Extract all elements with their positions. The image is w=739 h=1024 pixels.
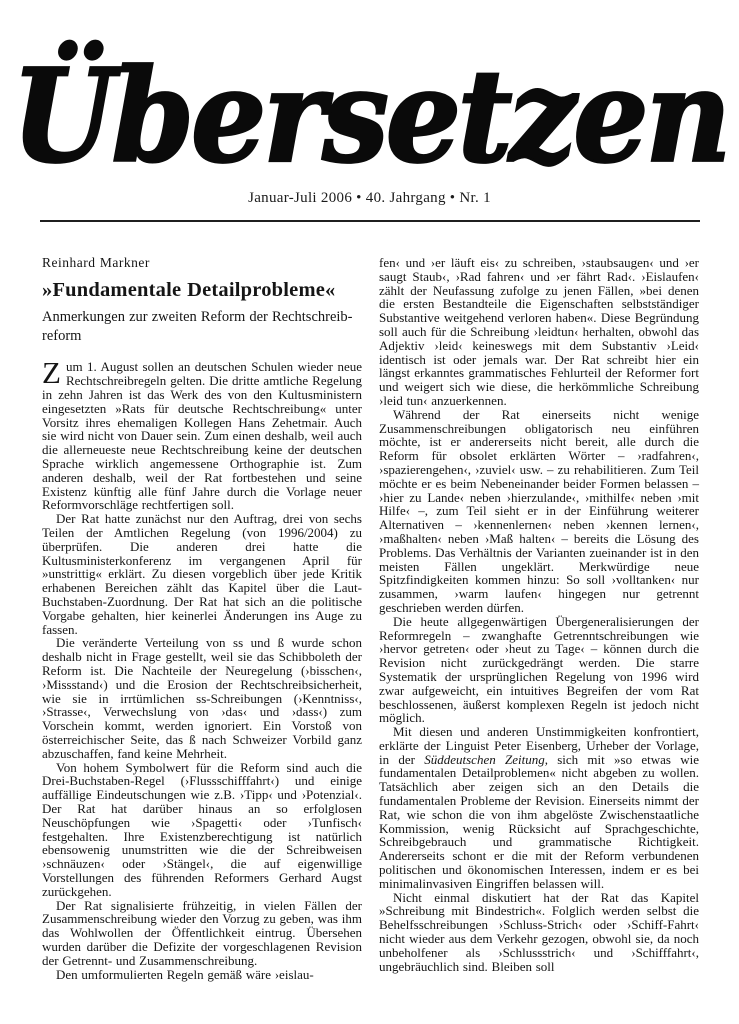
paragraph	[42, 636, 362, 760]
paragraph	[42, 761, 362, 899]
issue-line: Januar-Juli 2006 • 40. Jahrgang • Nr. 1	[248, 190, 491, 206]
subtitle-line: Anmerkungen zur zweiten Reform der Rechtschreib-	[42, 309, 353, 326]
paragraph	[379, 725, 699, 891]
body-text: sich mit »so etwas wie fundamentalen Detailproblemen« nicht abgeben zu wollen. Tatsächlich aber zeigen sich an den Details die fundamentalen Probleme der Revision. Einerseits nimmt der Rat, wie schon die von ihm abgelöste Zwischenstaatliche Kommission, wenig Rücksicht auf Sprachgeschichte, Schreibgebrauch und grammatische Richtigkeit. Andererseits schont er die mit der Reform verbundenen politischen und ökonomischen Interessen, indem er es bei minimalinvasiven Eingriffen belassen will.	[379, 751, 699, 891]
paragraph	[42, 899, 362, 968]
body-text: Der Rat signalisierte frühzeitig, in vielen Fällen der Zusammenschreibung wieder den Vorzug zu geben, was ihm das Wohlwollen der Öffentlichkeit eintrug. Übersehen wurden darüber die Defizite der vorgeschlagenen Revision der Getrennt- und Zusammenschreibung.	[42, 897, 362, 968]
article-subtitle	[42, 308, 362, 345]
body-text: fen‹ und ›er läuft eis‹ zu schreiben, ›staubsaugen‹ und ›er saugt Staub‹, ›Rad fahren‹ und ›er fährt Rad‹. ›Eislaufen‹ zählt der Neufassung zufolge zu jenen Fällen, »bei denen die ersten Bestandteile die Eigenschaften selbstständiger Substantive weitgehend verloren haben«. Diese Begründung soll auch für die Schreibung ›leidtun‹ herhalten, obwohl das Adjektiv ›leid‹ keineswegs mit dem Substantiv ›Leid‹ identisch ist oder jemals war. Der Rat schreibt hier ein längst erkanntes grammatisches Fehlurteil der Reformer fort und weigert sich wie diese, die herkömmliche Schreibung ›leid tun‹ anzuerkennen.	[379, 255, 699, 408]
paragraph	[42, 512, 362, 636]
body-text: Der Rat hatte zunächst nur den Auftrag, drei von sechs Teilen der Amtlichen Regelung (von 1996/2004) zu überprüfen. Die anderen drei hatte die Kultusministerkonferenz im vergangenen April für »unstrittig« erklärt. Zu diesen vorgeblich über jede Kritik erhabenen Bereichen zählt das Kapitel über die Laut-Buchstaben-Zuordnung. Der Rat hat sich an die politische Vorgabe gehalten, hier keinerlei Änderungen ins Auge zu fassen.	[42, 511, 362, 637]
article-columns	[42, 256, 700, 981]
paragraph	[379, 408, 699, 615]
body-text: um 1. August sollen an deutschen Schulen wieder neue Rechtschreibregeln gelten. Die dritte amtliche Regelung in zehn Jahren ist das Werk des von den Kultusministern eingesetzten »Rats für deutsche Rechtschreibung« unter Vorsitz ihres ehemaligen Kollegen Hans Zehetmair. Auch sie wird nicht von Dauer sein. Zum einen deshalb, weil auch die allerneueste neue Rechtschreibung keine der deutschen Sprache wirklich angemessene Orthographie ist. Zum anderen deshalb, weil der Rat fortbestehen und seine Existenz künftig alle fünf Jahre durch die Vorlage neuer Reformvorschläge rechtfertigen soll.	[42, 359, 362, 513]
article-title: »Fundamentale Detailprobleme«	[42, 278, 336, 301]
divider-rule	[40, 220, 700, 222]
body-text: Mit diesen und anderen Unstimmigkeiten konfrontiert, erklärte der Linguist Peter Eisenberg, Urheber der Vorlage, in der	[379, 724, 699, 767]
body-text: Die veränderte Verteilung von ss und ß wurde schon deshalb nicht in Frage gestellt, weil sie das Schibboleth der Reform ist. Die Nachteile der Neuregelung (›bisschen‹, ›Missstand‹) und die Erosion der Rechtschreibsicherheit, wie sie in irrtümlichen ss-Schreibungen (›Kenntniss‹, ›Strasse‹, Verwechslung von ›das‹ und ›dass‹) zum Vorschein kommt, werden ignoriert. Ein Vorstoß von österreichischer Seite, das ß nach Schweizer Vorbild ganz abzuschaffen, fand keine Mehrheit.	[42, 635, 362, 761]
column-right	[379, 256, 699, 981]
masthead-title: Übersetzen	[11, 40, 729, 191]
masthead	[11, 14, 729, 191]
body-text: Während der Rat einerseits nicht wenige Zusammenschreibungen obligatorisch neu einführen möchte, ist er andererseits nicht bereit, alle durch die Reform für obsolet erklärten Wörter – ›radfahren‹, ›spazierengehen‹, ›zuviel‹ usw. – zu rehabilitieren. Zum Teil möchte er es beim Nebeneinander beider Formen belassen – ›hier zu Lande‹ neben ›hierzulande‹, ›mithilfe‹ neben ›mit Hilfe‹ –, zum Teil sieht er in der Einführung weiterer Alternativen – ›kennenlernen‹ neben ›kennen lernen‹, ›maßhalten‹ neben ›Maß halten‹ – bereits die Lösung des Problems. Das Verhältnis der Varianten zueinander ist in den meisten Fällen ungeklärt. Merkwürdige neue Spitzfindigkeiten kommen hinzu: So soll ›volltanken‹ nur zusammen, ›warm laufen‹ hingegen nur getrennt geschrieben werden dürfen.	[379, 406, 699, 615]
paragraph	[379, 615, 699, 725]
body-text: Von hohem Symbolwert für die Reform sind auch die Drei-Buchstaben-Regel (›Flussschifffahrt‹) und einige auffällige Eindeutschungen wie z.B. ›Tipp‹ und ›Potenzial‹. Der Rat hat darüber hinaus an so erfolglosen Neuschöpfungen wie ›Spagetti‹ oder ›Tunfisch‹ festgehalten. Ihre Existenzberechtigung ist natürlich ebensowenig unumstritten wie die der Schreibweisen ›schnäuzen‹ oder ›Stängel‹, die auf eigenwillige Vorstellungen des führenden Reformers Gerhard Augst zurückgehen.	[42, 759, 362, 899]
drop-cap: Z	[42, 355, 61, 391]
body-text: Den umformulierten Regeln gemäß wäre ›eislau-	[56, 966, 314, 982]
column-left	[42, 256, 362, 981]
paragraph	[42, 968, 362, 982]
author: Reinhard Markner	[42, 255, 150, 270]
paragraph	[42, 355, 362, 513]
paragraph	[379, 256, 699, 408]
subtitle-line: reform	[42, 327, 82, 344]
body-text: Nicht einmal diskutiert hat der Rat das Kapitel »Schreibung mit Bindestrich«. Folglich werden selbst die Behelfsschreibungen ›Schluss-Strich‹ oder ›Schiff-Fahrt‹ nicht wieder aus dem Verkehr gezogen, obwohl sie, da noch unbeholfener als ›Schlussstrich‹ und ›Schifffahrt‹, ungebräuchlich sind. Bleiben soll	[379, 889, 699, 974]
paragraph	[379, 891, 699, 974]
italic-text: Süddeutschen Zeitung,	[424, 751, 548, 767]
body-text: Die heute allgegenwärtigen Übergeneralisierungen der Reformregeln – zwanghafte Getrenntschreibungen wie ›hervor getreten‹ oder ›heut zu Tage‹ – können durch die Revision nicht zurückgedrängt werden. Die starre Systematik der ursprünglichen Regelung von 1996 wird zwar aufgeweicht, ein intuitives Begreifen der vom Rat beschlossenen, äußerst komplexen Regeln ist jedoch nicht möglich.	[379, 613, 699, 726]
